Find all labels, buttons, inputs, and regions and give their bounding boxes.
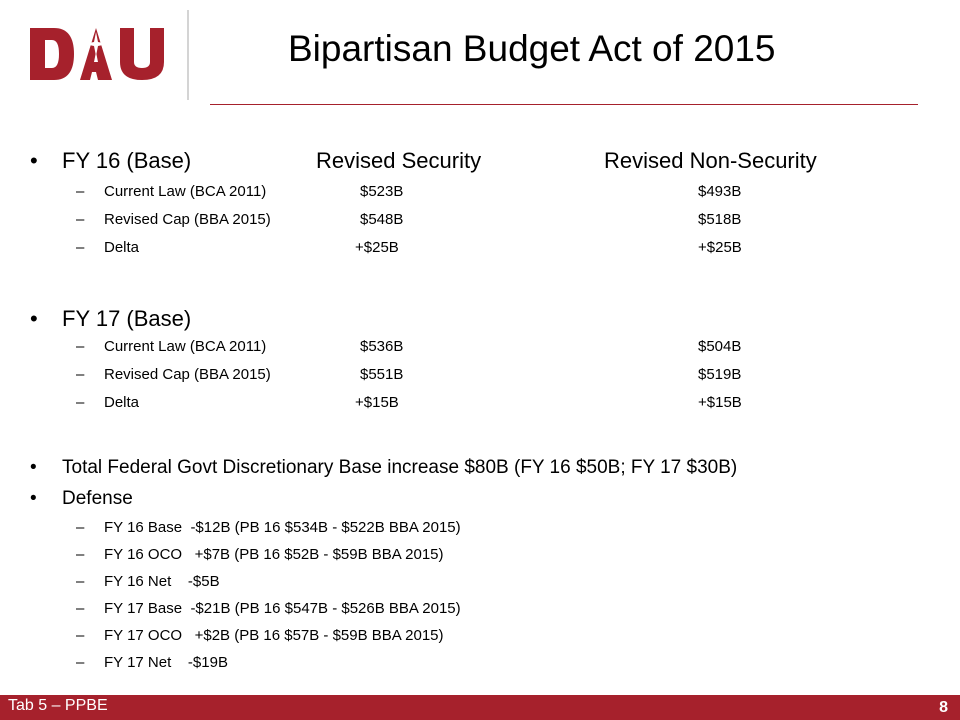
title-rule xyxy=(210,104,918,105)
dash-glyph: – xyxy=(76,654,85,671)
dash-glyph: – xyxy=(76,183,85,200)
row-nonsecurity: +$15B xyxy=(698,394,742,411)
row-security: $551B xyxy=(360,366,404,383)
row-security: $548B xyxy=(360,211,404,228)
row-security: $523B xyxy=(360,183,404,200)
row-label: Delta xyxy=(104,239,140,256)
footer-bar xyxy=(0,695,960,720)
row-nonsecurity: +$25B xyxy=(698,239,742,256)
dash-glyph: – xyxy=(76,600,85,617)
page-number: 8 xyxy=(939,699,948,716)
bullet-glyph: • xyxy=(30,457,37,478)
defense-label: Defense xyxy=(62,488,133,509)
row-nonsecurity: $493B xyxy=(698,183,742,200)
dash-glyph: – xyxy=(76,366,85,383)
dash-glyph: – xyxy=(76,627,85,644)
defense-item-text: FY 17 OCO +$2B (PB 16 $57B - $59B BBA 2015) xyxy=(104,627,444,644)
defense-item-text: FY 17 Net -$19B xyxy=(104,654,228,671)
footer-tab-label: Tab 5 – PPBE xyxy=(8,697,108,714)
row-label: Revised Cap (BBA 2015) xyxy=(104,211,271,228)
dash-glyph: – xyxy=(76,239,85,256)
row-nonsecurity: $519B xyxy=(698,366,742,383)
row-security: $536B xyxy=(360,338,404,355)
logo-divider xyxy=(187,10,189,100)
col-header-security: Revised Security xyxy=(316,148,482,173)
dash-glyph: – xyxy=(76,211,85,228)
defense-item-text: FY 16 Base -$12B (PB 16 $534B - $522B BBA 2015) xyxy=(104,519,461,536)
bullet-glyph: • xyxy=(30,148,38,173)
row-label: Revised Cap (BBA 2015) xyxy=(104,366,271,383)
row-security: +$25B xyxy=(355,239,399,256)
fy16-label: FY 16 (Base) xyxy=(62,148,192,173)
row-label: Current Law (BCA 2011) xyxy=(104,338,267,355)
dash-glyph: – xyxy=(76,546,85,563)
bullet-glyph: • xyxy=(30,488,37,509)
dash-glyph: – xyxy=(76,573,85,590)
total-text: Total Federal Govt Discretionary Base increase $80B (FY 16 $50B; FY 17 $30B) xyxy=(62,457,738,478)
row-nonsecurity: $518B xyxy=(698,211,742,228)
row-nonsecurity: $504B xyxy=(698,338,742,355)
row-label: Current Law (BCA 2011) xyxy=(104,183,267,200)
dash-glyph: – xyxy=(76,338,85,355)
defense-item-text: FY 16 Net -$5B xyxy=(104,573,220,590)
bullet-glyph: • xyxy=(30,306,38,331)
dash-glyph: – xyxy=(76,519,85,536)
dau-logo xyxy=(28,22,168,86)
col-header-nonsecurity: Revised Non-Security xyxy=(604,148,817,173)
dash-glyph: – xyxy=(76,394,85,411)
slide-title: Bipartisan Budget Act of 2015 xyxy=(288,28,776,69)
row-security: +$15B xyxy=(355,394,399,411)
row-label: Delta xyxy=(104,394,140,411)
fy17-label: FY 17 (Base) xyxy=(62,306,192,331)
defense-item-text: FY 17 Base -$21B (PB 16 $547B - $526B BBA 2015) xyxy=(104,600,461,617)
defense-item-text: FY 16 OCO +$7B (PB 16 $52B - $59B BBA 2015) xyxy=(104,546,444,563)
